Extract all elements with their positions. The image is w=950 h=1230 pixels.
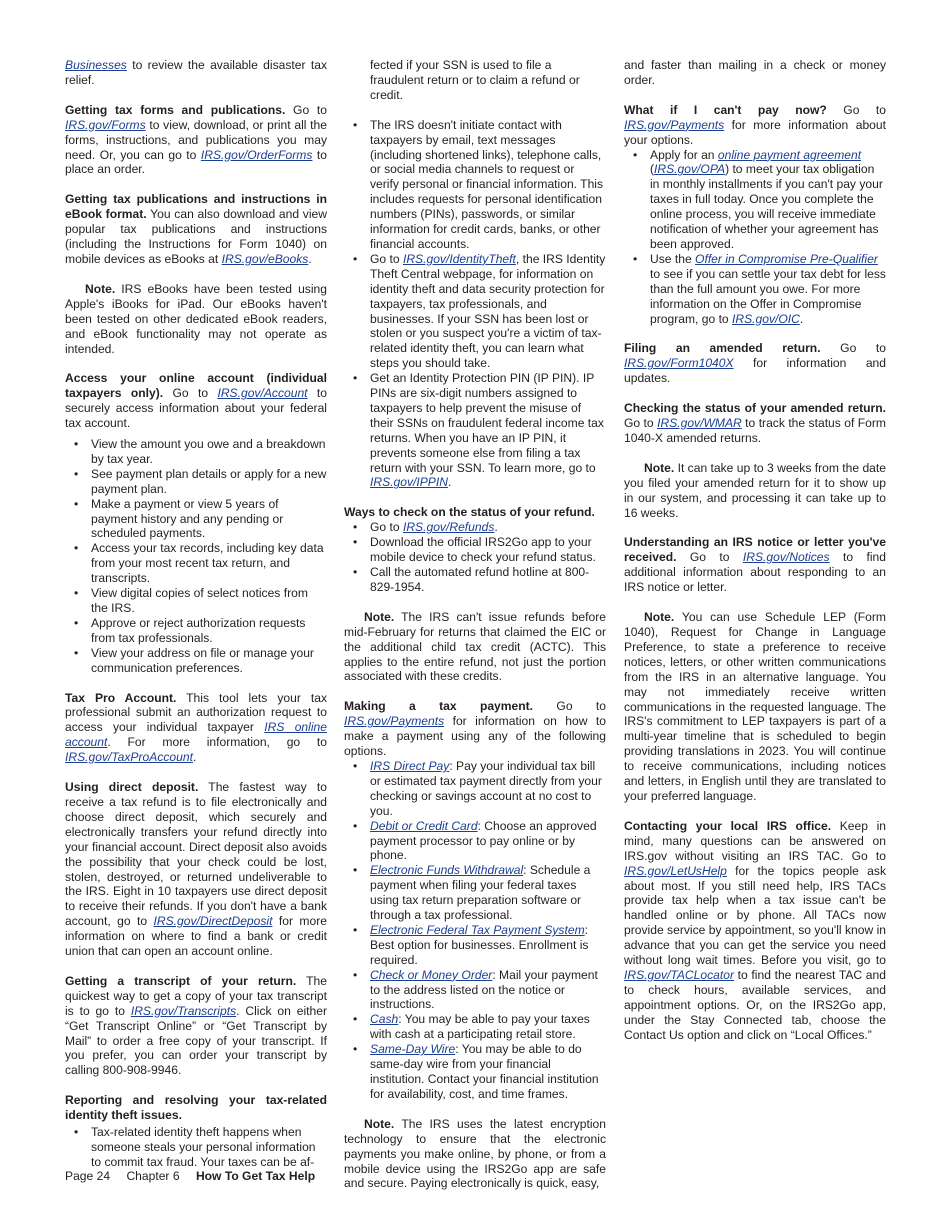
- amended-note: Note. It can take up to 3 weeks from the date you filed your amended return for it to show up in our system, and processing it can take up to 16 weeks.: [624, 460, 886, 520]
- list-item: • See payment plan details or apply for a new payment plan.: [65, 467, 327, 497]
- tax-pro-heading: Tax Pro Account.: [65, 690, 177, 705]
- irs-forms-link[interactable]: IRS.gov/Forms: [65, 117, 146, 132]
- electronic-funds-withdrawal-link[interactable]: Electronic Funds Withdrawal: [370, 863, 524, 878]
- page-footer: [65, 1169, 328, 1183]
- lep-note: Note. You can use Schedule LEP (Form 1040), Request for Change in Language Preference, to state a preference to receive notices, letters, or other written communications from the IRS in an alternative language. You may not immediately receive written communications in the requested language. The IRS's commitment to LEP taxpayers is part of a multi-year timeline that is scheduled to begin providing translations in 2023. You will continue to receive communications, including notices and letters, in English until they are translated to your preferred language.: [624, 610, 886, 803]
- transcript-heading: Getting a transcript of your return.: [65, 973, 297, 988]
- column-3: [624, 58, 886, 1057]
- list-item: • Cash: You may be able to pay your taxes with cash at a participating retail store.: [344, 1012, 606, 1042]
- tax-forms-paragraph: Getting tax forms and publications. Go to IRS.gov/Forms to view, download, or print all the forms, instructions, and publications you may need. Or, you can go to IRS.gov/OrderForms to place an order.: [65, 102, 327, 177]
- eftps-link[interactable]: Electronic Federal Tax Payment System: [370, 922, 585, 937]
- amended-status-paragraph: Checking the status of your amended return. Go to IRS.gov/WMAR to track the status of Form 1040-X amended returns.: [624, 401, 886, 445]
- amended-return-heading: Filing an amended return.: [624, 341, 821, 356]
- transcripts-link[interactable]: IRS.gov/Transcripts: [130, 1003, 237, 1018]
- online-account-paragraph: Access your online account (individual taxpayers only). Go to IRS.gov/Account to securely access information about your federal tax account.: [65, 371, 327, 431]
- chapter-label: Chapter 6: [126, 1169, 180, 1183]
- list-item: • Same-Day Wire: You may be able to do same-day wire from your financial institution. Contact your financial institution for availability, cost, and time frames.: [344, 1042, 606, 1102]
- check-money-order-link[interactable]: Check or Money Order: [370, 967, 493, 982]
- tax-pro-paragraph: Tax Pro Account. This tool lets your tax professional submit an authorization request to access your individual taxpayer IRS online account. For more information, go to IRS.gov/TaxProAccount.: [65, 690, 327, 765]
- list-item: • Go to IRS.gov/Refunds.: [344, 520, 606, 535]
- direct-deposit-link[interactable]: IRS.gov/DirectDeposit: [153, 914, 273, 929]
- column-2: [344, 58, 606, 1206]
- local-office-heading: Contacting your local IRS office.: [624, 818, 832, 833]
- payment-options-list: [344, 759, 606, 1102]
- payment-note: Note. The IRS uses the latest encryption technology to ensure that the electronic payments you make online, by phone, or from a mobile device using the IRS2Go app are safe and secure. Paying electronically is quick, easy,: [344, 1116, 606, 1191]
- identity-theft-heading-paragraph: [65, 1093, 327, 1123]
- businesses-link[interactable]: Businesses: [65, 58, 127, 72]
- offer-in-compromise-link[interactable]: Offer in Compromise Pre-Qualifier: [695, 251, 878, 266]
- refund-status-list: [344, 520, 606, 595]
- tax-pro-account-link[interactable]: IRS.gov/TaxProAccount: [65, 750, 193, 765]
- direct-deposit-heading: Using direct deposit.: [65, 780, 199, 795]
- payment-note-continued: and faster than mailing in a check or money order.: [624, 58, 886, 87]
- list-item: • Use the Offer in Compromise Pre-Qualifier to see if you can settle your tax debt for less than the full amount you owe. For more information on the Offer in Compromise program, go to IRS.gov/OIC.: [624, 252, 886, 327]
- identity-theft-heading: Reporting and resolving your tax-related identity theft issues.: [65, 1093, 327, 1123]
- list-item: • Access your tax records, including key data from your most recent tax return, and transcripts.: [65, 541, 327, 586]
- debit-credit-card-link[interactable]: Debit or Credit Card: [370, 818, 478, 833]
- page-number: Page 24: [65, 1169, 111, 1183]
- refund-note: Note. The IRS can't issue refunds before mid-February for returns that claimed the EIC or the additional child tax credit (ACTC). This applies to the entire refund, not just the portion associated with these credits.: [344, 609, 606, 684]
- list-item: • View the amount you owe and a breakdown by tax year.: [65, 437, 327, 467]
- irs-account-link[interactable]: IRS.gov/Account: [217, 386, 308, 401]
- cash-link[interactable]: Cash: [370, 1012, 399, 1027]
- cant-pay-paragraph: What if I can't pay now? Go to IRS.gov/Payments for more information about your options.: [624, 102, 886, 147]
- ippin-link[interactable]: IRS.gov/IPPIN: [370, 475, 448, 490]
- list-item: • Download the official IRS2Go app to your mobile device to check your refund status.: [344, 535, 606, 565]
- list-item: • Tax-related identity theft happens when someone steals your personal information to commit tax fraud. Your taxes can be af-: [65, 1125, 327, 1170]
- list-item: • Electronic Federal Tax Payment System: Best option for businesses. Enrollment is required.: [344, 923, 606, 968]
- direct-deposit-paragraph: Using direct deposit. The fastest way to receive a tax refund is to file electronically and choose direct deposit, which securely and electronically transfers your refund directly into your financial account. Direct deposit also avoids the possibility that your check could be lost, stolen, destroyed, or returned undeliverable to the IRS. Eight in 10 taxpayers use direct deposit to receive their refunds. If you don't have a bank account, go to IRS.gov/DirectDeposit for more information on where to find a bank or credit union that can open an account online.: [65, 780, 327, 959]
- notices-link[interactable]: IRS.gov/Notices: [742, 550, 830, 565]
- list-item: • View digital copies of select notices from the IRS.: [65, 586, 327, 616]
- list-item: • Get an Identity Protection PIN (IP PIN). IP PINs are six-digit numbers assigned to taxpayers to help prevent the misuse of their SSNs on fraudulent federal income tax returns. When you have an IP PIN, it prevents someone else from filing a tax return with your SSN. To learn more, go to IRS.gov/IPPIN.: [344, 371, 606, 490]
- let-us-help-link[interactable]: IRS.gov/LetUsHelp: [624, 863, 727, 878]
- direct-pay-link[interactable]: IRS Direct Pay: [370, 758, 450, 773]
- list-item: • Make a payment or view 5 years of payment history and any pending or scheduled payments.: [65, 497, 327, 542]
- identity-continued: fected if your SSN is used to file a fraudulent return or to claim a refund or credit.: [370, 58, 580, 102]
- payments-link-2[interactable]: IRS.gov/Payments: [624, 117, 725, 132]
- local-office-paragraph: Contacting your local IRS office. Keep in mind, many questions can be answered on IRS.gov without visiting an IRS TAC. Go to IRS.gov/LetUsHelp for the topics people ask about most. If you still need help, IRS TACs provide tax help when a tax issue can't be handled online or by phone. All TACs now provide service by appointment, so you'll know in advance that you can get the service you need without long wait times. Before you visit, go to IRS.gov/TACLocator to find the nearest TAC and to check hours, available services, and appointment options. Or, on the IRS2Go app, under the Stay Connected tab, choose the Contact Us option and click on “Local Offices.”: [624, 818, 886, 1042]
- refund-status-heading-paragraph: [344, 505, 606, 520]
- wmar-link[interactable]: IRS.gov/WMAR: [657, 416, 742, 431]
- payment-paragraph: Making a tax payment. Go to IRS.gov/Payments for information on how to make a payment using any of the following options.: [344, 699, 606, 759]
- refunds-link[interactable]: IRS.gov/Refunds: [402, 520, 495, 535]
- ebook-note: Note. IRS eBooks have been tested using Apple's iBooks for iPad. Our eBooks haven't been tested on other dedicated eBook readers, and eBook functionality may not operate as intended.: [65, 281, 327, 356]
- list-item: • IRS Direct Pay: Pay your individual tax bill or estimated tax payment directly from your checking or savings account at no cost to you.: [344, 759, 606, 819]
- amended-status-heading: Checking the status of your amended return.: [624, 401, 886, 416]
- list-item: • Approve or reject authorization requests from tax professionals.: [65, 616, 327, 646]
- list-item: • The IRS doesn't initiate contact with taxpayers by email, text messages (including shortened links), telephone calls, or social media channels to request or verify personal or financial information. This includes requests for personal identification numbers (PINs), passwords, or similar information for credit cards, banks, or other financial accounts.: [344, 118, 606, 252]
- list-item: • Check or Money Order: Mail your payment to the address listed on the notice or instructions.: [344, 968, 606, 1013]
- online-account-heading: Access your online account (individual taxpayers only).: [65, 371, 327, 401]
- payment-heading: Making a tax payment.: [344, 699, 534, 714]
- column-1: [65, 58, 327, 1170]
- payments-link[interactable]: IRS.gov/Payments: [344, 714, 445, 729]
- same-day-wire-link[interactable]: Same-Day Wire: [370, 1042, 456, 1057]
- tac-locator-link[interactable]: IRS.gov/TACLocator: [624, 967, 735, 982]
- cant-pay-heading: What if I can't pay now?: [624, 102, 827, 117]
- identity-theft-list-continued: [344, 118, 606, 491]
- notice-heading: Understanding an IRS notice or letter you've received.: [624, 535, 886, 565]
- refund-status-heading: Ways to check on the status of your refund.: [344, 505, 595, 520]
- identity-theft-list: [65, 1125, 327, 1170]
- opa-link[interactable]: IRS.gov/OPA: [654, 162, 726, 177]
- form1040x-link[interactable]: IRS.gov/Form1040X: [624, 356, 734, 371]
- irs-online-account-link[interactable]: IRS online account: [65, 720, 327, 750]
- list-item: • Apply for an online payment agreement (IRS.gov/OPA) to meet your tax obligation in monthly installments if you can't pay your taxes in full today. Once you complete the online process, you will receive immediate notification of whether your agreement has been approved.: [624, 148, 886, 252]
- disaster-relief-paragraph: Businesses to review the available disaster tax relief.: [65, 58, 327, 87]
- amended-return-paragraph: Filing an amended return. Go to IRS.gov/Form1040X for information and updates.: [624, 341, 886, 386]
- ebook-heading: Getting tax publications and instructions in eBook format.: [65, 192, 327, 222]
- list-item: • Electronic Funds Withdrawal: Schedule a payment when filing your federal taxes using tax return preparation software or through a tax professional.: [344, 863, 606, 923]
- notice-paragraph: Understanding an IRS notice or letter you've received. Go to IRS.gov/Notices to find additional information about responding to an IRS notice or letter.: [624, 535, 886, 595]
- list-item: • Call the automated refund hotline at 800-829-1954.: [344, 565, 606, 595]
- oic-link[interactable]: IRS.gov/OIC: [732, 311, 800, 326]
- list-item: • Debit or Credit Card: Choose an approved payment processor to pay online or by phone.: [344, 819, 606, 864]
- transcript-paragraph: Getting a transcript of your return. The quickest way to get a copy of your tax transcript is to go to IRS.gov/Transcripts. Click on either “Get Transcript Online” or “Get Transcript by Mail” to order a free copy of your transcript. If you prefer, you can order your transcript by calling 800-908-9946.: [65, 973, 327, 1078]
- identity-theft-link[interactable]: IRS.gov/IdentityTheft: [402, 251, 516, 266]
- chapter-title: How To Get Tax Help: [195, 1169, 316, 1183]
- ebook-paragraph: Getting tax publications and instructions in eBook format. You can also download and view popular tax publications and instructions (including the Instructions for Form 1040) on mobile devices as eBooks at IRS.gov/eBooks.: [65, 192, 327, 266]
- tax-forms-heading: Getting tax forms and publications.: [65, 102, 286, 117]
- order-forms-link[interactable]: IRS.gov/OrderForms: [200, 147, 313, 162]
- online-account-list: [65, 437, 327, 676]
- list-item: • Go to IRS.gov/IdentityTheft, the IRS Identity Theft Central webpage, for information on identity theft and data security protection for taxpayers, tax professionals, and businesses. If your SSN has been lost or stolen or you suspect you're a victim of tax-related identity theft, you can learn what steps you should take.: [344, 252, 606, 371]
- online-payment-agreement-link[interactable]: online payment agreement: [717, 147, 862, 162]
- cant-pay-list: [624, 148, 886, 327]
- ebooks-link[interactable]: IRS.gov/eBooks: [221, 251, 309, 266]
- list-item: • View your address on file or manage your communication preferences.: [65, 646, 327, 676]
